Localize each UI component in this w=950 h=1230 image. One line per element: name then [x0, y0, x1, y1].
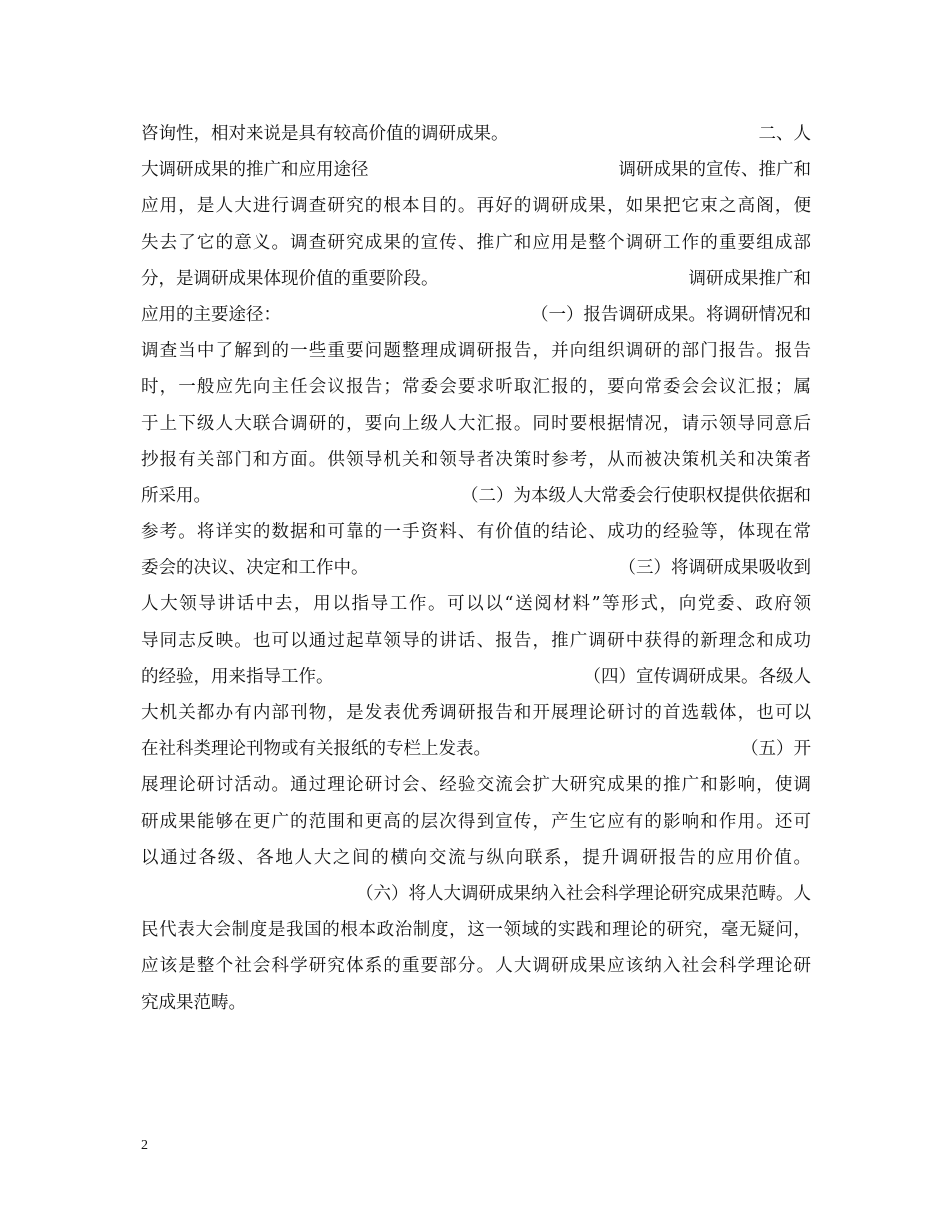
text-segment: 民代表大会制度是我国的根本政治制度，这一领域的实践和理论的研究，毫无疑问，: [141, 920, 812, 941]
text-segment: 大调研成果的推广和应用途径: [141, 160, 369, 181]
text-line: [141, 188, 811, 224]
text-segment: 所采用。: [141, 485, 211, 506]
text-segment: （一）报告调研成果。将调研情况和: [531, 304, 811, 325]
text-segment: （三）将调研成果吸收到: [618, 558, 811, 579]
text-segment: 应用，是人大进行调查研究的根本目的。再好的调研成果，如果把它束之高阁，便: [141, 196, 813, 217]
text-line: [141, 840, 811, 876]
text-segment: 展理论研讨活动。通过理论研讨会、经验交流会扩大研究成果的推广和影响，使调: [141, 775, 813, 796]
text-line: [141, 297, 811, 333]
text-line: [141, 623, 811, 659]
text-segment: 大机关都办有内部刊物，是发表优秀调研报告和开展理论研讨的首选载体，也可以: [141, 703, 813, 723]
text-segment: 时，一般应先向主任会议报告；常委会要求听取汇报的，要向常委会会议汇报；属: [141, 377, 813, 398]
text-segment: 委会的决议、决定和工作中。: [141, 558, 369, 579]
text-line: [141, 731, 811, 767]
text-segment: （六）将人大调研成果纳入社会科学理论研究成果范畴。人: [356, 883, 811, 904]
text-segment: 分，是调研成果体现价值的重要阶段。: [141, 268, 439, 289]
text-segment: （五）开: [741, 739, 811, 760]
text-segment: （二）为本级人大常委会行使职权提供依据和: [461, 485, 811, 506]
text-line: [141, 912, 811, 948]
text-line: [141, 225, 811, 261]
text-segment: 研成果能够在更广的范围和更高的层次得到宣传，产生它应有的影响和作用。还可: [141, 811, 813, 832]
text-segment: 应该是整个社会科学研究体系的重要部分。人大调研成果应该纳入社会科学理论研: [141, 956, 813, 977]
text-segment: （四）宣传调研成果。各级人: [583, 666, 811, 687]
text-line: [141, 804, 811, 840]
text-line: [141, 514, 811, 550]
page-number: 2: [141, 1138, 148, 1153]
text-segment: 人大领导讲话中去，用以指导工作。可以以“送阅材料”等形式，向党委、政府领: [141, 594, 813, 615]
text-segment: 调研成果推广和: [688, 268, 811, 289]
text-line: [141, 406, 811, 442]
text-line: [141, 948, 811, 984]
text-line: [141, 659, 811, 695]
text-segment: 在社科类理论刊物或有关报纸的专栏上发表。: [141, 739, 491, 760]
text-segment: 的经验，用来指导工作。: [141, 666, 334, 687]
text-segment: 失去了它的意义。调查研究成果的宣传、推广和应用是整个调研工作的重要组成部: [141, 232, 813, 253]
text-segment: 于上下级人大联合调研的，要向上级人大汇报。同时要根据情况，请示领导同意后: [141, 413, 813, 434]
text-line: [141, 586, 811, 622]
text-segment: 应用的主要途径：: [141, 304, 281, 325]
text-line: [141, 333, 811, 369]
text-line: [141, 442, 811, 478]
text-line: [141, 116, 811, 152]
text-segment: 抄报有关部门和方面。供领导机关和领导者决策时参考，从而被决策机关和决策者: [141, 449, 813, 470]
text-segment: 调查当中了解到的一些重要问题整理成调研报告，并向组织调研的部门报告。报告: [141, 341, 813, 362]
text-line: [141, 767, 811, 803]
body-text: [141, 116, 811, 1021]
text-line: [141, 550, 811, 586]
text-segment: 二、人: [758, 124, 811, 144]
text-segment: 导同志反映。也可以通过起草领导的讲话、报告，推广调研中获得的新理念和成功: [141, 630, 813, 651]
text-segment: 以通过各级、各地人大之间的横向交流与纵向联系，提升调研报告的应用价值。: [141, 847, 813, 868]
text-segment: 究成果范畴。: [141, 992, 246, 1013]
text-line: [141, 876, 811, 912]
text-line: [141, 695, 811, 731]
text-line: [141, 369, 811, 405]
text-line: [141, 985, 811, 1021]
text-segment: 参考。将详实的数据和可靠的一手资料、有价值的结论、成功的经验等，体现在常: [141, 522, 813, 543]
text-line: [141, 261, 811, 297]
text-line: [141, 478, 811, 514]
text-segment: 咨询性，相对来说是具有较高价值的调研成果。: [141, 124, 509, 144]
text-line: [141, 152, 811, 188]
text-segment: 调研成果的宣传、推广和: [618, 160, 811, 181]
